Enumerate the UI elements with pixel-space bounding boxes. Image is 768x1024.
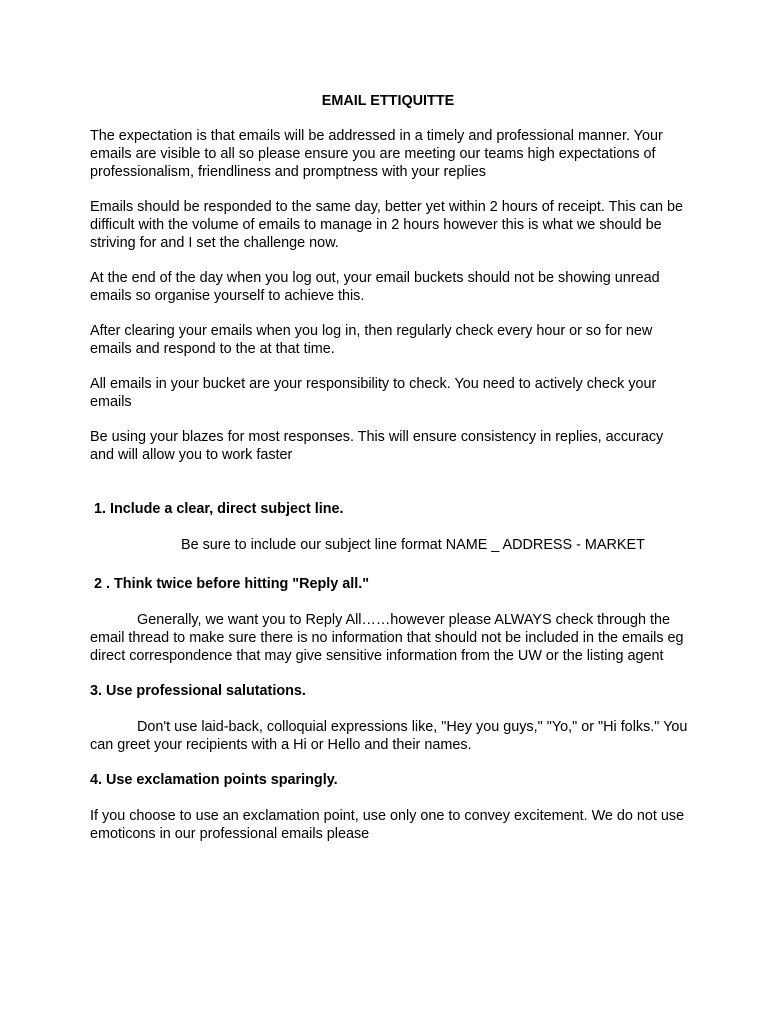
intro-paragraph: Be using your blazes for most responses. This will ensure consistency in replies, accuracy and will allow you to work faster — [90, 429, 664, 463]
document-body — [90, 92, 690, 860]
intro-paragraph: All emails in your bucket are your responsibility to check. You need to actively check your emails — [90, 376, 657, 410]
section-heading-salutations: 3. Use professional salutations. — [90, 683, 306, 699]
section-body-reply-all: Generally, we want you to Reply All……however please ALWAYS check through the email thread to make sure there is no information that should not be included in the emails eg direct correspondence that may give sensitive information from the UW or the listing agent — [90, 612, 684, 664]
intro-paragraph: After clearing your emails when you log in, then regularly check every hour or so for new emails and respond to the at that time. — [90, 323, 653, 357]
intro-paragraph: At the end of the day when you log out, your email buckets should not be showing unread emails so organise yourself to achieve this. — [90, 270, 660, 304]
intro-paragraph: Emails should be responded to the same day, better yet within 2 hours of receipt. This can be difficult with the volume of emails to manage in 2 hours however this is what we should be striving for and I set the challenge now. — [90, 199, 684, 251]
section-body-exclamation-points: If you choose to use an exclamation point, use only one to convey excitement. We do not use emoticons in our professional emails please — [90, 808, 685, 842]
section-heading-exclamation-points: 4. Use exclamation points sparingly. — [90, 772, 338, 788]
section-heading-subject-line: 1. Include a clear, direct subject line. — [94, 501, 344, 517]
intro-paragraph: The expectation is that emails will be addressed in a timely and professional manner. Your emails are visible to all so please ensure you are meeting our teams high expectations of professionalism, friendliness and promptness with your replies — [90, 128, 663, 180]
section-heading-reply-all: 2 . Think twice before hitting "Reply all." — [94, 576, 370, 592]
section-body-subject-line: Be sure to include our subject line format NAME _ ADDRESS - MARKET — [181, 537, 645, 553]
document-title: EMAIL ETTIQUITTE — [321, 93, 455, 109]
section-body-salutations: Don't use laid-back, colloquial expressions like, "Hey you guys," "Yo," or "Hi folks." You can greet your recipients with a Hi or Hello and their names. — [90, 719, 688, 753]
